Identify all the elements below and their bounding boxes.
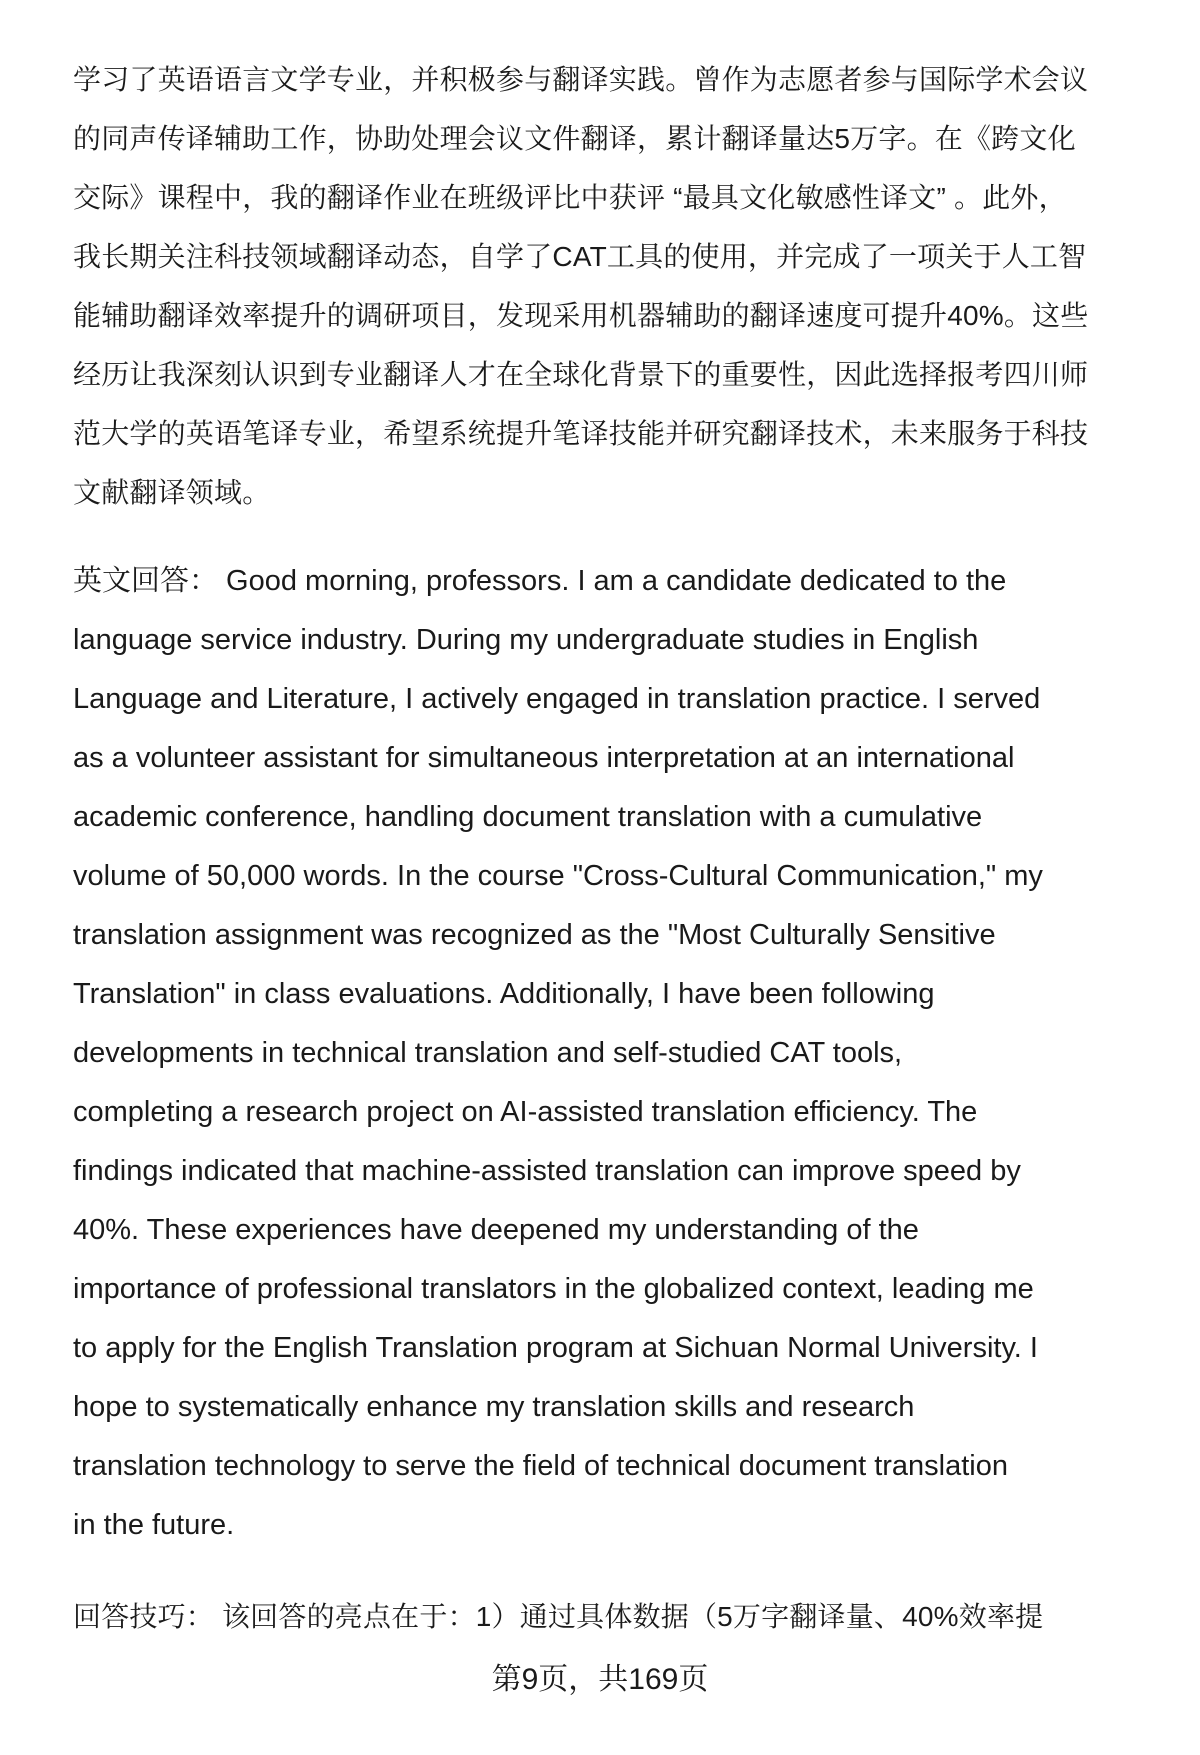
text-line: Translation" in class evaluations. Additionally, I have been following xyxy=(73,978,935,1010)
text-line: 40%. These experiences have deepened my understanding of the xyxy=(73,1214,919,1246)
text-line: hope to systematically enhance my translation skills and research xyxy=(73,1391,915,1423)
text-line: as a volunteer assistant for simultaneous interpretation at an international xyxy=(73,742,1015,774)
text-line: 能辅助翻译效率提升的调研项目，发现采用机器辅助的翻译速度可提升40%。这些 xyxy=(73,300,1089,331)
text-line: 英文回答： Good morning, professors. I am a candidate dedicated to the xyxy=(73,565,1007,597)
text-line: in the future. xyxy=(73,1509,235,1541)
text-line: volume of 50,000 words. In the course "Cross-Cultural Communication," my xyxy=(73,860,1043,892)
english-answer-paragraph xyxy=(73,552,1153,1555)
text-line: 学习了英语语言文学专业，并积极参与翻译实践。曾作为志愿者参与国际学术会议 xyxy=(73,64,1089,95)
page-number-footer: 第9页，共169页 xyxy=(491,1663,709,1696)
text-line: academic conference, handling document translation with a cumulative xyxy=(73,801,983,833)
text-line: findings indicated that machine-assisted translation can improve speed by xyxy=(73,1155,1021,1187)
text-line: language service industry. During my undergraduate studies in English xyxy=(73,624,979,656)
text-line: 我长期关注科技领域翻译动态，自学了CAT工具的使用，并完成了一项关于人工智 xyxy=(73,241,1087,272)
text-line: translation technology to serve the field of technical document translation xyxy=(73,1450,1008,1482)
text-line: translation assignment was recognized as the "Most Culturally Sensitive xyxy=(73,919,996,951)
text-line: to apply for the English Translation program at Sichuan Normal University. I xyxy=(73,1332,1038,1364)
text-line: Language and Literature, I actively engaged in translation practice. I served xyxy=(73,683,1041,715)
text-line: completing a research project on AI-assisted translation efficiency. The xyxy=(73,1096,978,1128)
chinese-answer-paragraph xyxy=(73,50,1153,522)
text-line: 经历让我深刻认识到专业翻译人才在全球化背景下的重要性，因此选择报考四川师 xyxy=(73,359,1089,390)
text-line: 回答技巧： 该回答的亮点在于：1）通过具体数据（5万字翻译量、40%效率提 xyxy=(73,1601,1044,1632)
text-line: 范大学的英语笔译专业，希望系统提升笔译技能并研究翻译技术，未来服务于科技 xyxy=(73,418,1089,449)
text-line: developments in technical translation and self-studied CAT tools, xyxy=(73,1037,903,1069)
answer-tip-paragraph xyxy=(73,1587,1153,1646)
text-line: importance of professional translators in the globalized context, leading me xyxy=(73,1273,1034,1305)
text-line: 文献翻译领域。 xyxy=(73,477,271,508)
text-line: 的同声传译辅助工作，协助处理会议文件翻译，累计翻译量达5万字。在《跨文化 xyxy=(73,123,1076,154)
text-line: 交际》课程中，我的翻译作业在班级评比中获评 “最具文化敏感性译文” 。此外， xyxy=(73,182,1067,213)
